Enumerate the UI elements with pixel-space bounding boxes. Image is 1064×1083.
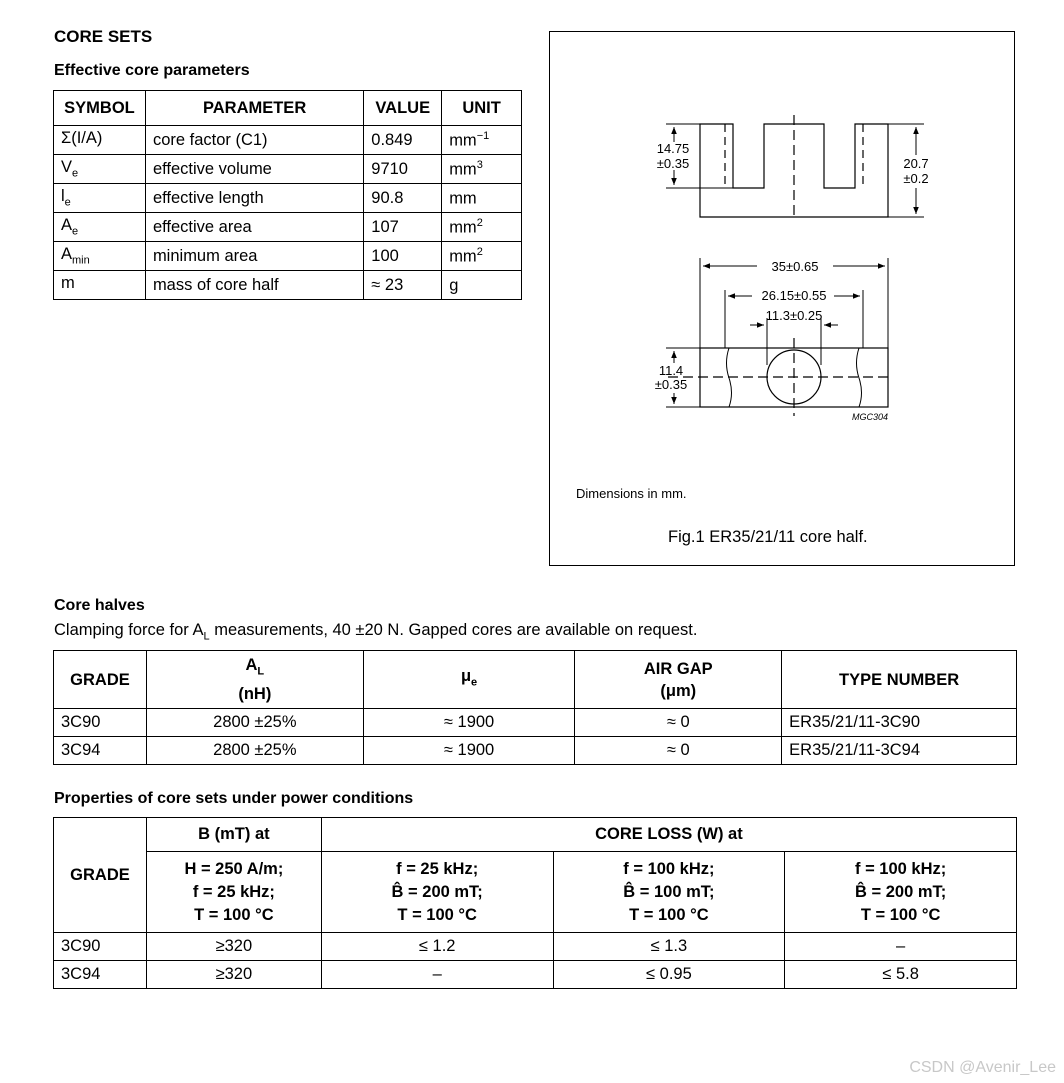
cond-loss-3: f = 100 kHz; B̂ = 200 mT; T = 100 °C [785, 852, 1017, 933]
value-cell: 107 [364, 213, 442, 242]
header-b: B (mT) at [146, 818, 321, 852]
symbol-cell: $A_e$ [54, 213, 146, 242]
parameter-cell: effective length [145, 184, 363, 213]
cond-loss-1: f = 25 kHz; B̂ = 200 mT; T = 100 °C [321, 852, 553, 933]
gap-cell: ≈ 0 [575, 737, 782, 765]
unit-cell: $mm^2$ [442, 242, 522, 271]
dim-11-3: 11.3±0.25 [765, 308, 823, 323]
header-unit: UNIT [442, 91, 522, 126]
cond-loss-2: f = 100 kHz; B̂ = 100 mT; T = 100 °C [553, 852, 785, 933]
type-cell: ER35/21/11-3C90 [782, 709, 1017, 737]
power-heading: Properties of core sets under power conditions [54, 790, 414, 807]
grade-cell: 3C94 [54, 737, 147, 765]
symbol-cell: $V_e$ [54, 155, 146, 184]
watermark: CSDN @Avenir_Lee [909, 1059, 1056, 1076]
table-row [54, 933, 1017, 961]
table-row [54, 709, 1017, 737]
header-type-number: TYPE NUMBER [782, 651, 1017, 709]
loss-cell: ≤ 0.95 [553, 961, 785, 989]
dim-11-4-tol: ±0.35 [654, 377, 688, 392]
symbol-cell: $l_e$ [54, 184, 146, 213]
parameter-cell: mass of core half [145, 271, 363, 300]
header-core-loss: CORE LOSS (W) at [321, 818, 1016, 852]
table-row [54, 213, 522, 242]
dim-14-75: 14.75 [656, 141, 690, 156]
effective-parameters-table [53, 90, 522, 300]
header-parameter: PARAMETER [145, 91, 363, 126]
unit-cell: g [442, 271, 522, 300]
unit-cell: $mm^2$ [442, 213, 522, 242]
grade-cell: 3C90 [54, 709, 147, 737]
header-al: $A_L$ (nH) [146, 651, 363, 709]
dim-35: 35±0.65 [771, 259, 819, 274]
page-title: CORE SETS [54, 27, 153, 46]
clamping-text: Clamping force for $A_L$ measurements, 40 ±20 N. Gapped cores are available on request. [54, 621, 698, 643]
grade-cell: 3C90 [54, 933, 147, 961]
parameter-cell: effective area [145, 213, 363, 242]
dim-14-75-tol: ±0.35 [656, 156, 690, 171]
al-cell: 2800 ±25% [146, 737, 363, 765]
header-grade: GRADE [54, 651, 147, 709]
table-row [54, 271, 522, 300]
symbol-cell: m [54, 271, 146, 300]
top-view [668, 338, 892, 416]
mu-cell: ≈ 1900 [363, 709, 575, 737]
header-mu: $\mu_e$ [363, 651, 575, 709]
loss-cell: ≤ 5.8 [785, 961, 1017, 989]
table-row [54, 126, 522, 155]
value-cell: 9710 [364, 155, 442, 184]
grade-cell: 3C94 [54, 961, 147, 989]
type-cell: ER35/21/11-3C94 [782, 737, 1017, 765]
parameter-cell: core factor (C1) [145, 126, 363, 155]
header-grade: GRADE [54, 818, 147, 933]
al-cell: 2800 ±25% [146, 709, 363, 737]
value-cell: 90.8 [364, 184, 442, 213]
mu-cell: ≈ 1900 [363, 737, 575, 765]
figure-caption: Fig.1 ER35/21/11 core half. [668, 528, 868, 546]
table-row [54, 961, 1017, 989]
unit-cell: $mm^{-1}$ [442, 126, 522, 155]
b-cell: ≥320 [146, 961, 321, 989]
gap-cell: ≈ 0 [575, 709, 782, 737]
dim-20-7: 20.7 [903, 156, 929, 171]
unit-cell: $mm^3$ [442, 155, 522, 184]
header-value: VALUE [364, 91, 442, 126]
parameter-cell: minimum area [145, 242, 363, 271]
drawing-code: MGC304 [851, 412, 888, 422]
side-view [700, 115, 888, 217]
table-row [54, 184, 522, 213]
table-header-row [54, 818, 1017, 852]
effective-heading: Effective core parameters [54, 62, 250, 79]
dim-11-4: 11.4 [658, 363, 684, 378]
dimensions-note: Dimensions in mm. [576, 486, 687, 501]
header-air-gap: AIR GAP (μm) [575, 651, 782, 709]
cond-b: H = 250 A/m; f = 25 kHz; T = 100 °C [146, 852, 321, 933]
value-cell: 100 [364, 242, 442, 271]
dim-26-15: 26.15±0.55 [761, 288, 827, 303]
b-cell: ≥320 [146, 933, 321, 961]
header-symbol: SYMBOL [54, 91, 146, 126]
loss-cell: – [785, 933, 1017, 961]
loss-cell: – [321, 961, 553, 989]
table-header-row [54, 91, 522, 126]
loss-cell: ≤ 1.2 [321, 933, 553, 961]
table-row [54, 242, 522, 271]
loss-cell: ≤ 1.3 [553, 933, 785, 961]
core-halves-heading: Core halves [54, 597, 145, 614]
table-header-row [54, 651, 1017, 709]
table-row [54, 155, 522, 184]
parameter-cell: effective volume [145, 155, 363, 184]
value-cell: 0.849 [364, 126, 442, 155]
power-conditions-table [53, 817, 1017, 989]
unit-cell: mm [442, 184, 522, 213]
value-cell: ≈ 23 [364, 271, 442, 300]
core-halves-table [53, 650, 1017, 765]
table-row [54, 737, 1017, 765]
dim-20-7-tol: ±0.2 [903, 171, 929, 186]
symbol-cell: Σ(I/A) [54, 126, 146, 155]
table-header-row [54, 852, 1017, 933]
symbol-cell: $A_{min}$ [54, 242, 146, 271]
